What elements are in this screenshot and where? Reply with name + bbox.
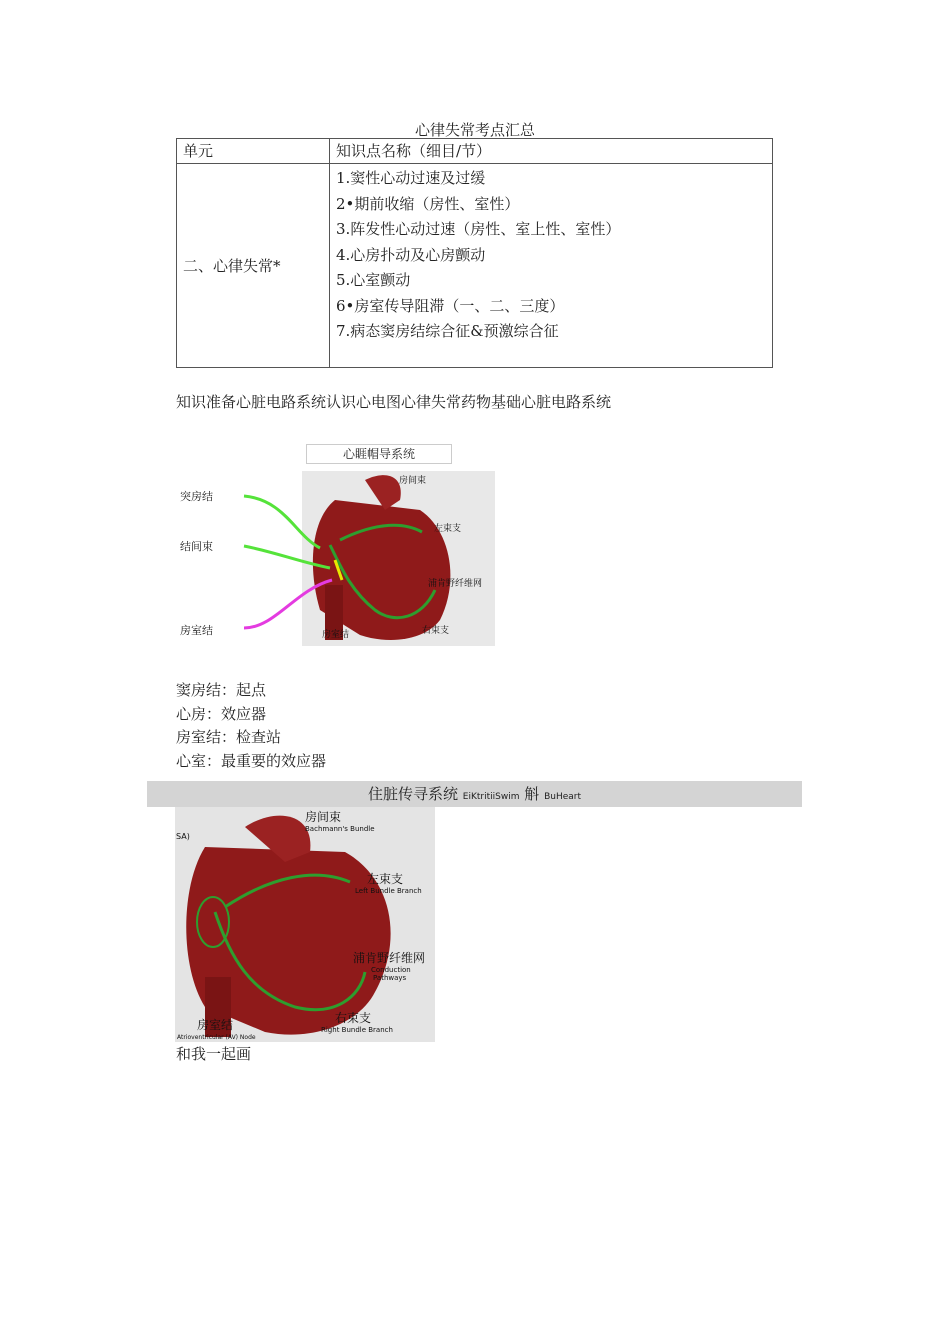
fig2-purkinje-en: Conduction — [371, 966, 411, 974]
conduction-figure-1 — [160, 440, 500, 655]
topic-item: 3.阵发性心动过速（房性、室上性、室性） — [336, 220, 621, 238]
fig2-left-bundle-en: Left Bundle Branch — [355, 887, 422, 895]
table-row — [177, 164, 773, 368]
notes-list — [176, 679, 326, 773]
topic-item: 5.心室颤动 — [336, 271, 411, 289]
label-sa-node: 突房结 — [180, 490, 213, 503]
fig2-bachmann-en: Bachmann's Bundle — [305, 825, 375, 833]
fig2-sa: SA) — [176, 832, 190, 841]
fig1-av: 房室结 — [322, 630, 350, 640]
fig2-right-bundle-en: Right Bundle Branch — [321, 1026, 393, 1034]
fig1-purkinje: 浦肯野纤维网 — [428, 579, 483, 589]
fig1-right-bundle: 右束支 — [422, 626, 450, 636]
topic-list — [330, 164, 773, 368]
topic-table — [176, 138, 773, 368]
banner-tail: BuHeart — [544, 792, 581, 802]
heart-illustration-1 — [160, 440, 500, 655]
note-line: 房室结：检查站 — [176, 728, 282, 746]
banner-small: EiKtritiiSwim — [462, 792, 520, 802]
intro-paragraph: 知识准备心脏电路系统认识心电图心律失常药物基础心脏电路系统 — [176, 393, 612, 411]
note-line: 心室：最重要的效应器 — [176, 751, 327, 770]
figure2-banner — [147, 781, 802, 807]
header-topics: 知识点名称（细目/节） — [330, 139, 773, 164]
banner-char: 斛 — [524, 785, 540, 803]
table-header-row — [177, 139, 773, 164]
banner-main: 住脏传寻系统 — [367, 785, 458, 803]
header-unit: 单元 — [177, 139, 330, 164]
topic-item: 2•期前收缩（房性、室性） — [336, 194, 520, 213]
topic-item: 7.病态窦房结综合征&预激综合征 — [336, 322, 559, 340]
fig2-purkinje-en2: Pathways — [373, 974, 407, 982]
fig2-right-bundle: 右束支 — [335, 1011, 372, 1025]
fig2-left-bundle: 左束支 — [367, 872, 404, 886]
fig2-bachmann: 房间束 — [305, 810, 342, 824]
heart-illustration-2 — [175, 807, 435, 1042]
topic-item: 4.心房扑动及心房颤动 — [336, 245, 486, 264]
fig1-bachmann: 房间束 — [399, 476, 427, 486]
topic-item: 1.窦性心动过速及过缓 — [336, 169, 486, 187]
fig2-av: 房室结 — [197, 1018, 234, 1032]
unit-cell: 二、心律失常* — [177, 164, 330, 368]
note-line: 心房：效应器 — [176, 704, 267, 723]
fig2-purkinje: 浦肯野纤维网 — [353, 951, 426, 965]
doc-title: 心律失常考点汇总 — [414, 121, 535, 139]
fig2-av-en: Atrioventricular (AV) Node — [177, 1034, 256, 1041]
closing-line: 和我一起画 — [176, 1045, 252, 1063]
fig1-left-bundle: 左束支 — [434, 524, 462, 534]
label-internodal: 结间束 — [180, 540, 213, 553]
note-line: 窦房结：起点 — [176, 681, 267, 699]
topic-item: 6•房室传导阻滞（一、二、三度） — [336, 296, 565, 315]
figure1-caption: 心睚帽导系统 — [306, 444, 452, 464]
conduction-figure-2 — [175, 807, 435, 1042]
label-av-node: 房室结 — [180, 624, 213, 637]
